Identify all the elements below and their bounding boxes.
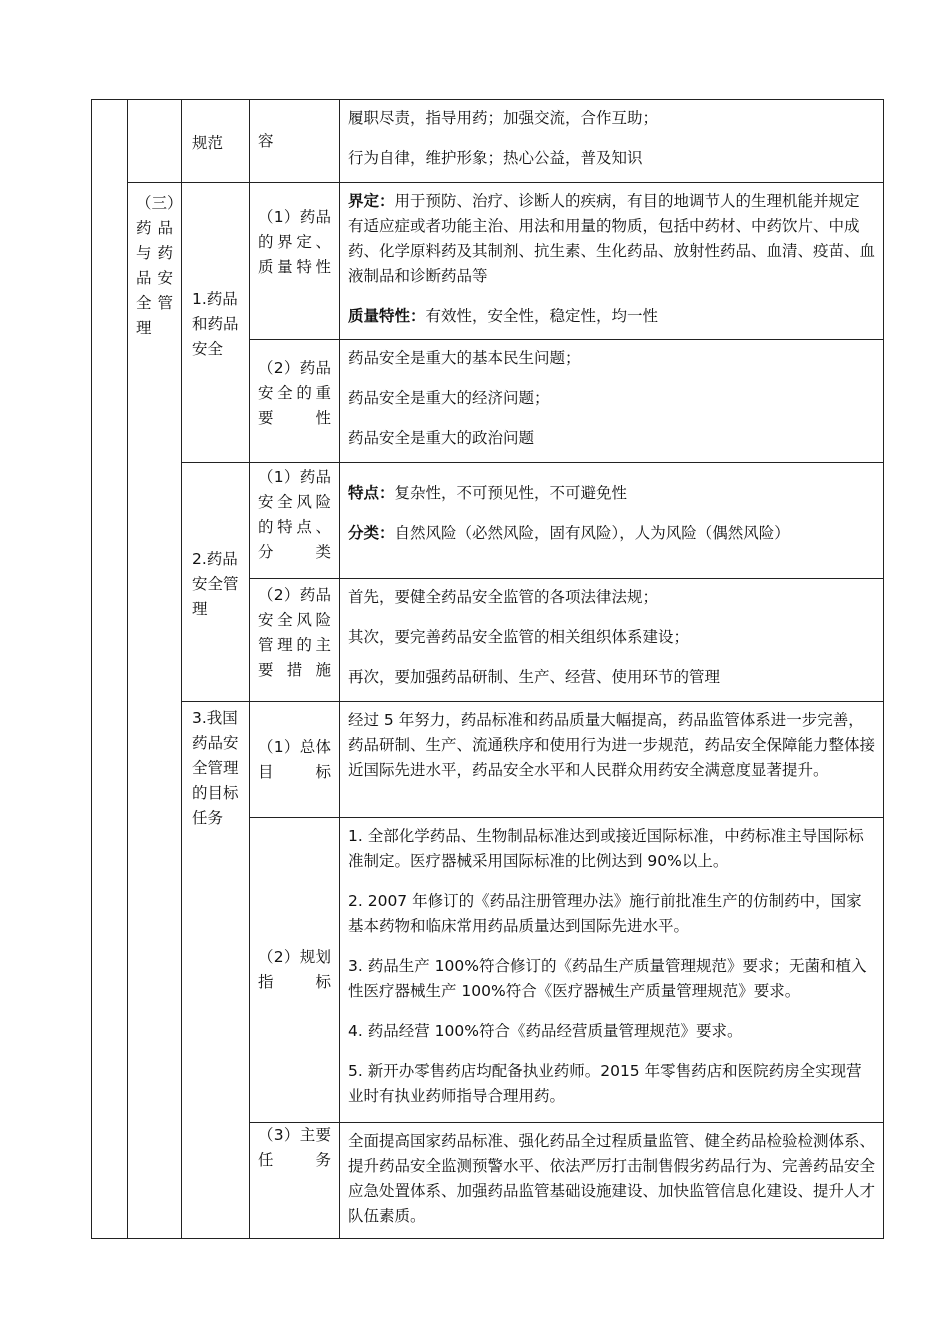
features-text <box>348 481 875 506</box>
content-line: 首先，要健全药品安全监管的各项法律法规； <box>348 588 659 606</box>
item-label: （3）主要任务 <box>258 1126 331 1169</box>
subcategory-label: 容 <box>258 131 274 150</box>
features-body: 复杂性，不可预见性，不可避免性 <box>394 484 628 502</box>
subcategory-cell <box>250 100 340 183</box>
content-cell <box>340 100 884 183</box>
item-label: （1）药品的界定、质量特性 <box>258 208 331 276</box>
content-line: 药品安全是重大的政治问题 <box>348 429 535 447</box>
quality-label: 质量特性： <box>348 307 426 325</box>
content-line: 4. 药品经营 100%符合《药品经营质量管理规范》要求。 <box>348 1022 743 1040</box>
content-cell <box>340 183 884 340</box>
content-line: 2. 2007 年修订的《药品注册管理办法》施行前批准生产的仿制药中，国家基本药物和临床常用药品质量达到国际先进水平。 <box>348 892 862 935</box>
definition-label: 界定： <box>348 192 395 210</box>
content-line: 1. 全部化学药品、生物制品标准达到或接近国际标准，中药标准主导国际标准制定。医疗器械采用国际标准的比例达到 90%以上。 <box>348 827 864 870</box>
table-row <box>92 463 884 579</box>
outer-column-cell <box>92 100 128 1239</box>
definition-body: 用于预防、治疗、诊断人的疾病，有目的地调节人的生理机能并规定有适应症或者功能主治、用法和用量的物质，包括中药材、中药饮片、中成药、化学原料药及其制剂、抗生素、生化药品、放射性药品、血清、疫苗、血液制品和诊断药品等 <box>348 192 876 285</box>
group-title-cell <box>182 463 250 702</box>
section-title: （三）药品与药品安全管理 <box>136 194 183 337</box>
item-label-cell <box>250 1123 340 1239</box>
content-line: 履职尽责，指导用药；加强交流，合作互助； <box>348 109 659 127</box>
classification-label: 分类： <box>348 524 395 542</box>
content-cell <box>340 1123 884 1239</box>
category-cell <box>182 100 250 183</box>
item-label-cell <box>250 340 340 463</box>
item-label: （2）药品安全的重要性 <box>258 359 331 427</box>
content-paragraph: 全面提高国家药品标准、强化药品全过程质量监管、健全药品检验检测体系、提升药品安全监测预警水平、依法严厉打击制售假劣药品行为、完善药品安全应急处置体系、加强药品监管基础设施建设、加快监管信息化建设、提升人才队伍素质。 <box>348 1132 876 1225</box>
section-column-cell <box>128 100 182 183</box>
quality-body: 有效性，安全性，稳定性，均一性 <box>425 307 659 325</box>
content-line: 5. 新开办零售药店均配备执业药师。2015 年零售药店和医院药房全实现营业时有执业药师指导合理用药。 <box>348 1062 862 1105</box>
group-title: 3.我国药品安全管理的目标任务 <box>192 709 239 827</box>
content-line: 药品安全是重大的基本民生问题； <box>348 349 581 367</box>
table-row <box>92 702 884 818</box>
classification-text <box>348 521 875 546</box>
content-table <box>91 99 884 1239</box>
content-cell <box>340 818 884 1123</box>
item-label-cell <box>250 818 340 1123</box>
features-label: 特点： <box>348 484 395 502</box>
content-cell <box>340 340 884 463</box>
classification-body: 自然风险（必然风险，固有风险），人为风险（偶然风险） <box>394 524 790 542</box>
content-line: 再次，要加强药品研制、生产、经营、使用环节的管理 <box>348 668 721 686</box>
content-cell <box>340 702 884 818</box>
content-cell <box>340 579 884 702</box>
item-label: （1）总体目标 <box>258 737 331 781</box>
content-line: 行为自律，维护形象；热心公益，普及知识 <box>348 149 643 167</box>
group-title-cell <box>182 183 250 463</box>
content-line: 其次，要完善药品安全监管的相关组织体系建设； <box>348 628 690 646</box>
quality-text <box>348 304 875 329</box>
section-title-cell <box>128 183 182 1239</box>
content-line: 药品安全是重大的经济问题； <box>348 389 550 407</box>
category-label: 规范 <box>192 133 224 152</box>
table-row <box>92 183 884 340</box>
item-label-cell <box>250 183 340 340</box>
content-paragraph: 经过 5 年努力，药品标准和药品质量大幅提高，药品监管体系进一步完善，药品研制、生产、流通秩序和使用行为进一步规范，药品安全保障能力整体接近国际先进水平，药品安全水平和人民群众用药安全满意度显著提升。 <box>348 711 876 779</box>
item-label: （2）规划指标 <box>258 948 331 991</box>
group-title-cell <box>182 702 250 1239</box>
group-title: 1.药品和药品安全 <box>192 290 239 358</box>
content-cell <box>340 463 884 579</box>
item-label: （1）药品安全风险的特点、分类 <box>258 468 331 561</box>
group-title: 2.药品安全管理 <box>192 549 239 618</box>
item-label-cell <box>250 463 340 579</box>
item-label-cell <box>250 579 340 702</box>
content-line: 3. 药品生产 100%符合修订的《药品生产质量管理规范》要求；无菌和植入性医疗器械生产 100%符合《医疗器械生产质量管理规范》要求。 <box>348 957 867 1000</box>
table-row <box>92 100 884 183</box>
item-label-cell <box>250 702 340 818</box>
item-label: （2）药品安全风险管理的主要措施 <box>258 586 331 679</box>
definition-text <box>348 189 875 289</box>
